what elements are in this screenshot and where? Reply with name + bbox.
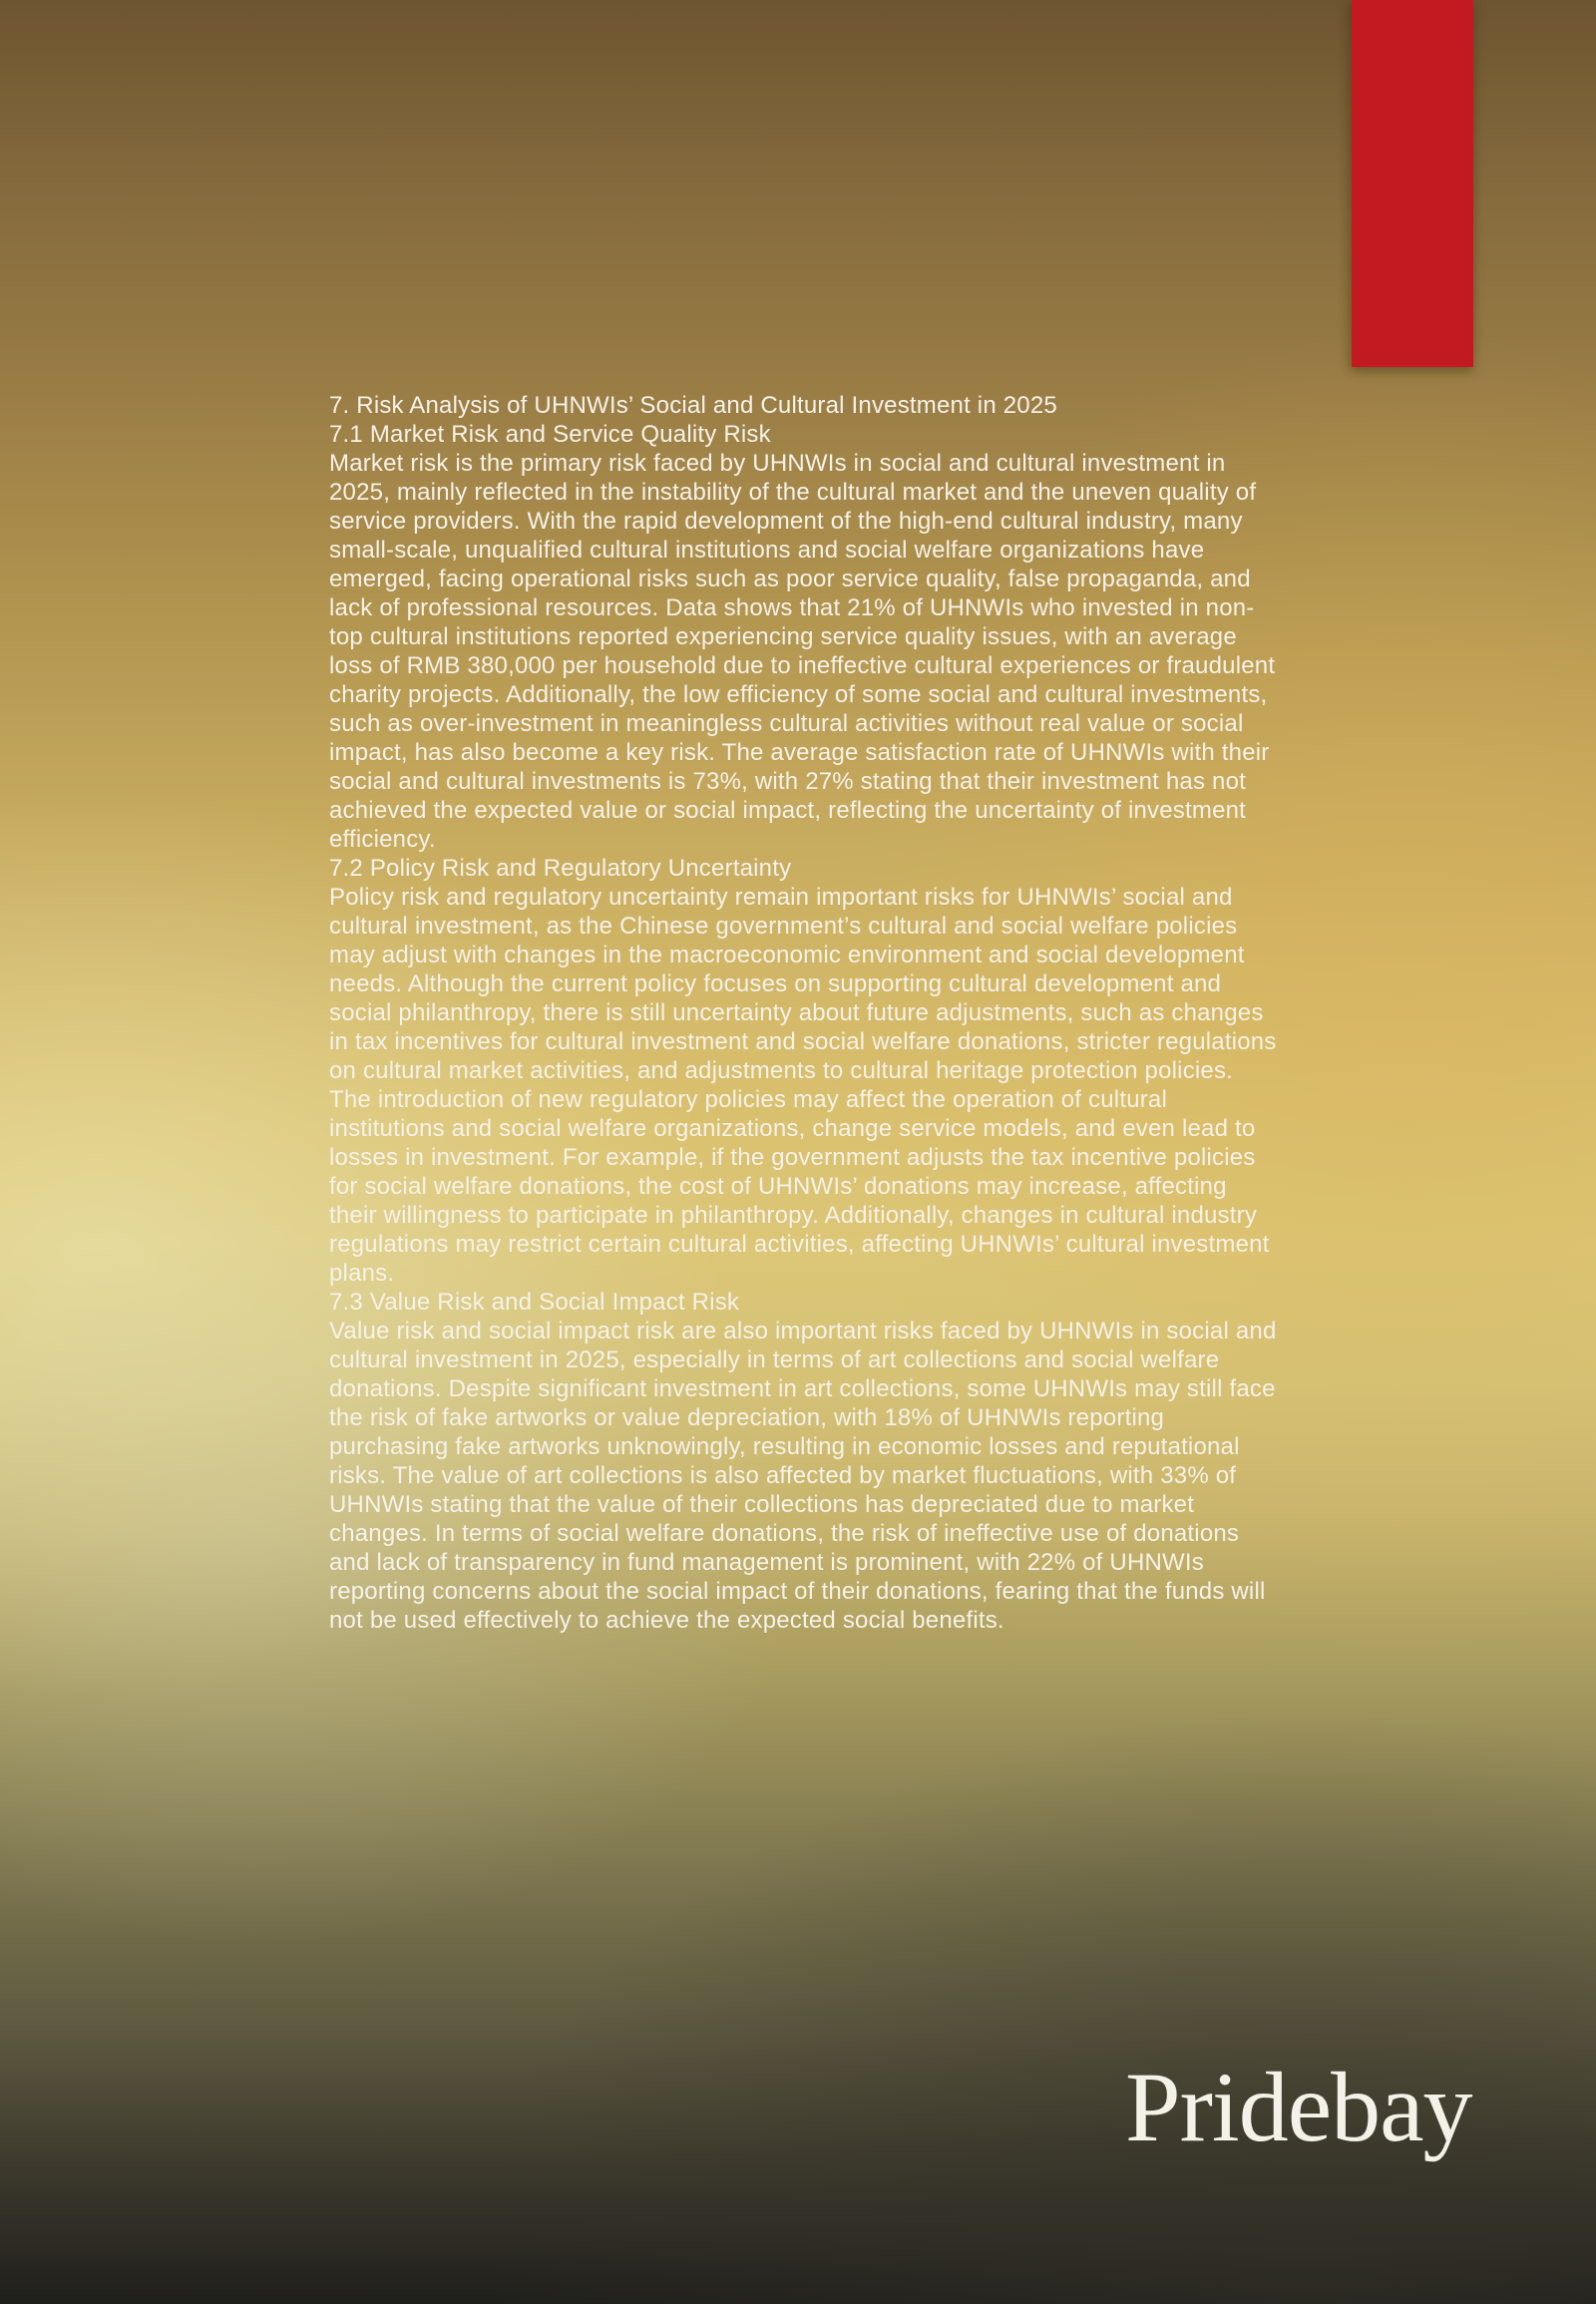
section-heading: 7. Risk Analysis of UHNWIs’ Social and Cultural Investment in 2025: [329, 392, 1057, 419]
body-text-column: [329, 391, 1279, 1635]
red-accent-bar: [1352, 0, 1473, 367]
section-heading: 7.3 Value Risk and Social Impact Risk: [329, 1289, 740, 1316]
paragraph: Policy risk and regulatory uncertainty remain important risks for UHNWIs’ social and cultural investment, as the Chinese government’s cultural and social welfare policies may adjust with changes in the macroeconomic environment and social development needs. Although the current policy focuses on supporting cultural development and social philanthropy, there is still uncertainty about future adjustments, such as changes in tax incentives for cultural investment and social welfare donations, stricter regulations on cultural market activities, and adjustments to cultural heritage protection policies. The introduction of new regulatory policies may affect the operation of cultural institutions and social welfare organizations, change service models, and even lead to losses in investment. For example, if the government adjusts the tax incentive policies for social welfare donations, the cost of UHNWIs’ donations may increase, affecting their willingness to participate in philanthropy. Additionally, changes in cultural industry regulations may restrict certain cultural activities, affecting UHNWIs’ cultural investment plans.: [329, 884, 1277, 1287]
section-heading: 7.1 Market Risk and Service Quality Risk: [329, 421, 771, 448]
brand-logo: Pridebay: [1125, 2052, 1472, 2162]
paragraph: Value risk and social impact risk are also important risks faced by UHNWIs in social and cultural investment in 2025, especially in terms of art collections and social welfare donations. Despite significant investment in art collections, some UHNWIs may still face the risk of fake artworks or value depreciation, with 18% of UHNWIs reporting purchasing fake artworks unknowingly, resulting in economic losses and reputational risks. The value of art collections is also affected by market fluctuations, with 33% of UHNWIs stating that the value of their collections has depreciated due to market changes. In terms of social welfare donations, the risk of ineffective use of donations and lack of transparency in fund management is prominent, with 22% of UHNWIs reporting concerns about the social impact of their donations, fearing that the funds will not be used effectively to achieve the expected social benefits.: [329, 1318, 1277, 1634]
section-heading: 7.2 Policy Risk and Regulatory Uncertainty: [329, 855, 792, 882]
paragraph: Market risk is the primary risk faced by UHNWIs in social and cultural investment in 2025, mainly reflected in the instability of the cultural market and the uneven quality of service providers. With the rapid development of the high-end cultural industry, many small-scale, unqualified cultural institutions and social welfare organizations have emerged, facing operational risks such as poor service quality, false propaganda, and lack of professional resources. Data shows that 21% of UHNWIs who invested in non-top cultural institutions reported experiencing service quality issues, with an average loss of RMB 380,000 per household due to ineffective cultural experiences or fraudulent charity projects. Additionally, the low efficiency of some social and cultural investments, such as over-investment in meaningless cultural activities without real value or social impact, has also become a key risk. The average satisfaction rate of UHNWIs with their social and cultural investments is 73%, with 27% stating that their investment has not achieved the expected value or social impact, reflecting the uncertainty of investment efficiency.: [329, 450, 1276, 853]
